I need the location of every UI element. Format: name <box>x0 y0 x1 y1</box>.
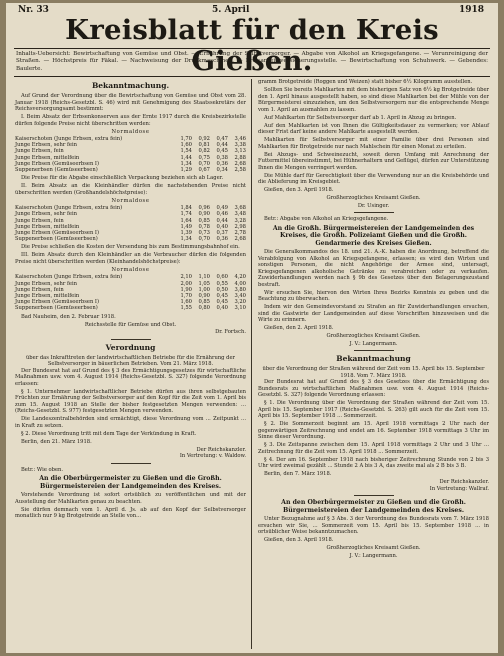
paragraph: Auf Grund der Verordnung über die Bewirtschaftung von Gemüse und Obst vom 28. Januar 1918 (Reichs-Gesetzbl. S. 46) wird mit Genehmigung des Staatssekretärs der Reichsversorgungsamt bestimmt: <box>15 93 246 112</box>
paragraph: Die Generalkommandos des 18. und 21. A.-K. haben die Anordnung, betreffend die Verabfolgung von Alkohol an Kriegsgefangene, erlassen; es wird den Wirten und sonstigen Personen, die nicht Angehörige der Armee sind, untersagt, Kriegsgefangenen alkoholische Getränke zu verabreichen oder zu verkaufen. Zuwiderhandlungen werden nach § 9b des Gesetzes über den Belagerungszustand bestraft. <box>258 249 489 288</box>
price-cell: 1,60 <box>180 299 192 306</box>
paragraph: Mahlkarten für Selbstversorger mit einer Familie über drei Personen sind Mahlkarten für Brotgetreide nur nach Mahlschein für einen Monat zu erteilen. <box>258 137 489 150</box>
price-cell: 0,40 <box>216 223 228 230</box>
price-cell: 0,60 <box>216 274 228 281</box>
price-cell: 3,38 <box>234 142 246 149</box>
price-cell: 0,44 <box>216 217 228 224</box>
price-cell: 3,20 <box>234 299 246 306</box>
price-cell: 0,70 <box>198 160 210 167</box>
right-column <box>258 79 489 560</box>
price-row-label: Suppenerbsen (Gemüseerbsen) <box>15 305 98 312</box>
paragraph: Unter Bezugnahme auf § 3 Abs. 3 der Verordnung des Bundesrats vom 7. März 1918 ersuchen wir Sie, ... Sommerzeit vom 15. April bis 15. September 1918 ... in ortsüblicher Weise bekanntzumachen. <box>258 516 489 535</box>
separator <box>354 495 394 496</box>
price-cell: 4,00 <box>234 280 246 287</box>
separator <box>354 212 394 213</box>
left-column <box>15 79 246 521</box>
separator <box>111 339 151 340</box>
price-row-label: Junge Erbsen, sehr fein <box>15 211 77 218</box>
price-cell: 0,49 <box>216 205 228 212</box>
price-cell: 0,90 <box>198 293 210 300</box>
paragraph: Vorstehende Verordnung ist sofort ortsüblich zu veröffentlichen und mit der Ausstellung der Mahlkarten genau zu beachten. <box>15 492 246 505</box>
price-row-label: Junge Erbsen, sehr fein <box>15 280 77 287</box>
price-row-label: Kaiserschoten (Junge Erbsen, extra fein) <box>15 205 123 212</box>
price-cell: 1,44 <box>180 154 192 161</box>
dateline: Berlin, den 7. März 1918. <box>264 471 332 477</box>
section-heading: Bekanntmachung <box>336 354 411 363</box>
price-cell: 3,13 <box>234 148 246 155</box>
price-cell: 2,88 <box>234 154 246 161</box>
toc-rule <box>14 76 490 77</box>
price-cell: 1,34 <box>180 160 192 167</box>
price-cell: 0,75 <box>198 154 210 161</box>
paragraph: Die Preise für die Abgabe einschließlich Verpackung beziehen sich ab Lager. <box>21 175 224 182</box>
signature-name: In Vertretung: Wallraf. <box>429 485 489 492</box>
price-row-label: Junge Erbsen (Gemüseerbsen I) <box>15 230 100 237</box>
price-cell: 1,84 <box>180 205 192 212</box>
price-row <box>15 236 246 242</box>
subject-line: Betr.: Wie oben. <box>21 466 64 473</box>
price-cell: 0,45 <box>216 299 228 306</box>
paragraph: § 4. Der am 16. September 1918 nach bisheriger Zeitrechnung Stunde von 2 bis 3 Uhr wird zweimal gezählt ... Stunde 2 A bis 3 A, das zweite mal als 2 B bis 3 B. <box>258 456 489 469</box>
price-cell: 3,40 <box>234 293 246 300</box>
price-cell: 1,64 <box>180 217 192 224</box>
price-cell: 2,00 <box>180 280 192 287</box>
price-cell: 4,20 <box>234 274 246 281</box>
paragraph: Die Preise schließen die Kosten der Versendung bis zum Bestimmungsbahnhof ein. <box>21 244 240 251</box>
paragraph: Wir ersuchen Sie, hiervon den Wirten Ihres Bezirks Kenntnis zu geben und die Beachtung zu überwachen. <box>258 289 489 302</box>
paragraph: Auf den Mahlkarten ist von Ihnen die Gültigkeitsdauer zu vermerken; vor Ablauf dieser Frist darf keine andere Mahlkarte ausgestellt werden. <box>258 122 489 135</box>
paragraph: Die Mühle darf für Gerechtigkeit über die Verwendung nur an die Kreisbehörde und die Ablieferung im Kreisgebiet. <box>258 172 489 185</box>
issue-date: 5. April <box>212 5 250 15</box>
separator <box>111 463 151 464</box>
dateline: Gießen, den 3. April 1918. <box>264 537 334 543</box>
subheading: über das Inkrafttreten der landwirtschaftlichen Betriebe für die Ernährung der Selbstversorger in bäuerlichen Betrieben. Vom 21. März 1918. <box>25 354 236 368</box>
price-cell: 1,70 <box>180 293 192 300</box>
signature-name: J. V.: Langermann. <box>349 340 398 347</box>
paragraph: Der Bundesrat hat auf Grund des § 3 des Gesetzes über die Ermächtigung des Bundesrats zu wirtschaftlichen Maßnahmen usw. vom 4. August 1914 (Reichs-Gesetzbl. S. 327) folgende Verordnung erlassen: <box>258 379 489 398</box>
price-cell: 3,10 <box>234 305 246 312</box>
price-table <box>15 136 246 173</box>
newspaper-title: Kreisblatt für den Kreis Gießen. <box>65 15 439 77</box>
price-cell: 0,82 <box>198 148 210 155</box>
issue-number: Nr. 33 <box>18 5 49 15</box>
paragraph: Indem wir den Gemeindevorstand zu Strafen an für Zuwiderhandlungen ersuchen, sind die Gastwirte der Landgemeinden auf diese Vorschriften hinzuweisen und die Wirte zu erinnern. <box>258 304 489 323</box>
separator <box>354 350 394 351</box>
paragraph: Sie dürfen demnach vom 1. April d. Js. ab auf den Kopf der Selbstversorger monatlich nur 9 kg Brotgetreide an Stelle von... <box>15 506 246 520</box>
price-cell: 0,67 <box>198 167 210 174</box>
paragraph: § 1. Die Verordnung über die Verordnung der Straßen während der Zeit vom 15. April bis 15. September 1917 (Reichs-Gesetzbl. S. 263) gilt auch für die Zeit vom 15. April bis 15. September 1918 ... Sommerzeit. <box>258 400 489 419</box>
price-row-label: Junge Erbsen, sehr fein <box>15 142 77 149</box>
paragraph: § 2. Die Sommerzeit beginnt am 15. April 1918 vormittags 2 Uhr nach der gegenwärtigen Zeitrechnung und endet am 16. September 1918 vormittags 3 Uhr im Sinne dieser Verordnung. <box>258 421 489 440</box>
price-cell: 0,55 <box>216 280 228 287</box>
table-heading: Normaldose <box>111 197 150 204</box>
price-cell: 2,68 <box>234 236 246 243</box>
signature-name: Dr. Usinger. <box>357 202 390 209</box>
paragraph: § 1. Unternehmer landwirtschaftlicher Betriebe dürfen aus ihren selbstgebauten Früchten zur Ernährung der Selbstversorger auf den Kopf für die Zeit vom 1. April bis zum 15. August 1918 an Stelle der bisher festgesetzten Mengen verwenden: ... (Reichs-Gesetzbl. S. 977) festgesetzten Mengen verwenden. <box>15 388 246 415</box>
price-cell: 3,48 <box>234 211 246 218</box>
price-cell: 0,92 <box>198 136 210 142</box>
paragraph: II. Beim Absatz an die Kleinhändler dürfen die nachstehenden Preise nicht überschritten werden (Großhandelshöchstpreise): <box>15 183 246 196</box>
price-cell: 1,74 <box>180 211 192 218</box>
signature-office: Großherzogliches Kreisamt Gießen. <box>326 333 421 339</box>
price-cell: 0,50 <box>216 286 228 293</box>
price-row-label: Junge Erbsen, fein <box>15 217 64 224</box>
price-row-label: Suppenerbsen (Gemüseerbsen) <box>15 167 98 174</box>
table-heading: Normaldose <box>111 266 150 273</box>
paragraph: Bei Abzugs- und Schweinezucht, soweit deren Umfang mit Anrechnung der Futtermittel übereinstimmt, bei Hühnerhaltern und Geflügel, dürfen zur Unterstützung Ihnen die Mengen verringert werden. <box>258 151 489 171</box>
issue-year: 1918 <box>458 5 484 15</box>
price-cell: 1,00 <box>198 286 210 293</box>
price-row-label: Junge Erbsen, fein <box>15 148 64 155</box>
price-row <box>15 305 246 311</box>
price-cell: 3,46 <box>234 136 246 142</box>
price-cell: 0,36 <box>216 160 228 167</box>
price-cell: 0,81 <box>198 142 210 149</box>
paragraph: § 3. Die Zeitspanne zwischen dem 15. April 1918 vormittags 2 Uhr und 3 Uhr ... Zeitrechnung für die Zeit vom 15. April 1918 ... Sommerzeit. <box>258 442 489 455</box>
price-cell: 2,68 <box>234 160 246 167</box>
price-cell: 0,38 <box>216 154 228 161</box>
price-table <box>15 274 246 311</box>
price-cell: 3,68 <box>234 205 246 212</box>
price-row-label: Junge Erbsen, mittelfein <box>15 154 80 161</box>
price-row-label: Junge Erbsen (Gemüseerbsen I) <box>15 160 100 167</box>
title-rule <box>14 48 490 49</box>
price-cell: 0,44 <box>216 142 228 149</box>
paragraph: I. Beim Absatz der Erbsenkonserven aus der Ernte 1917 durch die Kreisbezirkstelle dürfen folgende Preise nicht überschritten werden: <box>15 114 246 127</box>
price-cell: 0,45 <box>216 148 228 155</box>
price-cell: 0,47 <box>216 136 228 142</box>
price-row-label: Junge Erbsen (Gemüseerbsen I) <box>15 299 100 306</box>
paragraph: Der Bundesrat hat auf Grund des § 3 des Ermächtigungsgesetzes für wirtschaftliche Maßnahmen usw. vom 4. August 1914 (Reichs-Gesetzbl. S. 327) folgende Verordnung erlassen: <box>15 367 246 387</box>
price-cell: 0,96 <box>198 205 210 212</box>
price-cell: 2,78 <box>234 230 246 237</box>
paragraph: III. Beim Absatz durch den Kleinhändler an die Verbraucher dürfen die folgenden Preise nicht überschritten werden (Kleinhandelshöchstpreise): <box>15 252 246 265</box>
dateline: Gießen, den 3. April 1918. <box>264 187 334 193</box>
price-cell: 1,05 <box>198 280 210 287</box>
price-cell: 1,55 <box>180 305 192 312</box>
price-row-label: Junge Erbsen, mittelfein <box>15 293 80 300</box>
price-row-label: Junge Erbsen, mittelfein <box>15 223 80 230</box>
dateline: Bad Nauheim, den 2. Februar 1918. <box>21 313 116 320</box>
price-cell: 0,40 <box>216 305 228 312</box>
addressee-heading: An die Oberbürgermeister zu Gießen und die Großh. Bürgermeistereien der Landgemeinden des Kreises. <box>39 475 222 490</box>
price-cell: 2,98 <box>234 223 246 230</box>
price-cell: 0,36 <box>216 236 228 243</box>
addressee-heading: An die Großh. Bürgermeistereien der Landgemeinden des Kreises, die Großh. Polizeiamt Gießen und die Großh. Gendarmerie des Kreises Gießen. <box>272 224 475 247</box>
price-cell: 3,28 <box>234 217 246 224</box>
price-cell: 1,54 <box>180 148 192 155</box>
price-cell: 0,85 <box>198 299 210 306</box>
signature-office: Reichsstelle für Gemüse und Obst. <box>84 321 177 328</box>
price-cell: 1,90 <box>180 286 192 293</box>
column-divider <box>251 79 252 649</box>
newspaper-page <box>6 3 498 653</box>
price-cell: 0,70 <box>198 236 210 243</box>
paragraph: gramm Brotgetreide (Roggen und Weizen) statt bisher 6½ Kilogramm ausstellen. <box>258 79 473 85</box>
paragraph: Sollten Sie bereits Mahlkarten mit dem bisherigen Satz von 6½ kg Brotgetreide über den 1. April hinaus ausgestellt haben, so sind diese Mahlkarten bei der Mühle von der Bürgermeisterei einzuziehen, um den Selbstversorgern nur die entsprechende Menge vom 1. April an ausmahlen zu lassen. <box>258 87 489 113</box>
price-cell: 1,70 <box>180 136 192 142</box>
price-cell: 1,34 <box>180 236 192 243</box>
price-cell: 0,78 <box>198 223 210 230</box>
section-heading: Bekanntmachung. <box>91 81 170 90</box>
table-heading: Normaldose <box>111 128 150 135</box>
signature-office: Der Reichskanzler. <box>439 479 489 485</box>
paragraph: Die Landeszentralbehörden sind ermächtigt, diese Verordnung vom ... Zeitpunkt ... in Kraft zu setzen. <box>15 416 246 429</box>
subheading: über die Verordnung der Straßen während der Zeit vom 15. April bis 15. September 1918. Vom 7. März 1918. <box>262 366 485 379</box>
subject-line: Betr.: Abgabe von Alkohol an Kriegsgefangene. <box>264 216 389 222</box>
signature-office: Großherzogliches Kreisamt Gießen. <box>326 545 421 551</box>
paragraph: Auf Mahlkarten für Selbstversorger darf ab 1. April in Abzug zu bringen. <box>264 114 457 121</box>
price-cell: 1,49 <box>180 223 192 230</box>
paragraph: § 2. Diese Verordnung tritt mit dem Tage der Verkündung in Kraft. <box>21 430 197 437</box>
price-row-label: Kaiserschoten (Junge Erbsen, extra fein) <box>15 136 123 142</box>
price-cell: 1,39 <box>180 230 192 237</box>
price-cell: 0,85 <box>198 217 210 224</box>
dateline: Berlin, den 21. März 1918. <box>21 438 92 445</box>
price-cell: 1,10 <box>198 274 210 281</box>
price-cell: 1,60 <box>180 142 192 149</box>
signature-name: Dr. Fortsch. <box>215 329 246 336</box>
price-row-label: Kaiserschoten (Junge Erbsen, extra fein) <box>15 274 123 281</box>
price-row <box>15 167 246 173</box>
price-cell: 0,73 <box>198 230 210 237</box>
signature-name: J. V.: Langermann. <box>349 552 398 559</box>
price-cell: 0,37 <box>216 230 228 237</box>
signature-name: In Vertretung: v. Waldow. <box>179 453 246 460</box>
table-of-contents: Inhalts-Uebersicht: Bewirtschaftung von Gemüse und Obst. — Ernährung der Selbstversorger. — Abgabe von Alkohol an Kriegsgefangene. — Verunreinigung der Straßen. — Höchstpreis für Fäkal. — Nachweisung der Druckmaschinen. — Kreisarbeitsversicherungsstelle. — Bewirtschaftung von Schuhwerk. — Gebendes: Baulerte. <box>16 51 488 72</box>
price-cell: 2,58 <box>234 167 246 174</box>
price-cell: 0,34 <box>216 167 228 174</box>
signature-office: Großherzogliches Kreisamt Gießen. <box>326 195 421 201</box>
price-cell: 3,80 <box>234 286 246 293</box>
price-cell: 1,29 <box>180 167 192 174</box>
price-cell: 0,90 <box>198 211 210 218</box>
price-row-label: Junge Erbsen, fein <box>15 286 64 293</box>
price-cell: 2,10 <box>180 274 192 281</box>
price-cell: 0,45 <box>216 293 228 300</box>
price-table <box>15 205 246 242</box>
dateline: Gießen, den 2. April 1918. <box>264 325 334 331</box>
price-cell: 0,80 <box>198 305 210 312</box>
price-cell: 0,46 <box>216 211 228 218</box>
signature-office: Der Reichskanzler. <box>196 446 246 453</box>
section-heading: Verordnung <box>105 342 156 352</box>
price-row-label: Suppenerbsen (Gemüseerbsen) <box>15 236 98 243</box>
addressee-heading: An den Oberbürgermeister zu Gießen und die Großh. Bürgermeistereien der Landgemeinden des Kreises. <box>281 499 466 514</box>
